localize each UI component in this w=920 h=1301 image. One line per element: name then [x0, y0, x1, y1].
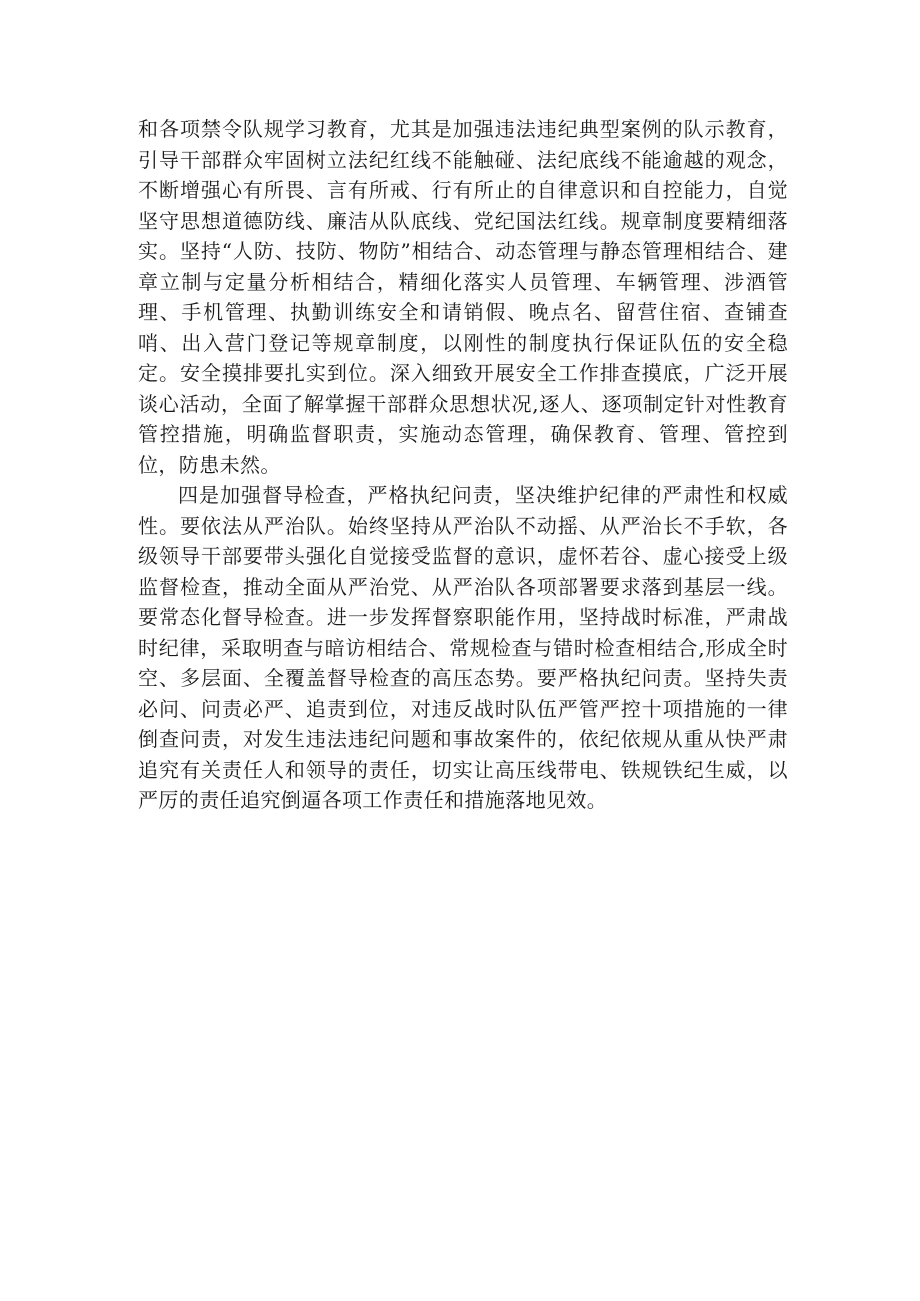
paragraph-continuation: 和各项禁令队规学习教育，尤其是加强违法违纪典型案例的队示教育，引导干部群众牢固树立法纪红线不能触碰、法纪底线不能逾越的观念，不断增强心有所畏、言有所戒、行有所止的自律意识和自控能力，自觉坚守思想道德防线、廉洁从队底线、党纪国法红线。规章制度要精细落实。坚持“人防、技防、物防”相结合、动态管理与静态管理相结合、建章立制与定量分析相结合，精细化落实人员管理、车辆管理、涉酒管理、手机管理、执勤训练安全和请销假、晚点名、留营住宿、查铺查哨、出入营门登记等规章制度，以刚性的制度执行保证队伍的安全稳定。安全摸排要扎实到位。深入细致开展安全工作排查摸底，广泛开展谈心活动，全面了解掌握干部群众思想状况,逐人、逐项制定针对性教育管控措施，明确监督职责，实施动态管理，确保教育、管理、管控到位，防患未然。: [138, 117, 788, 477]
paragraph-section-four: 四是加强督导检查，严格执纪问责，坚决维护纪律的严肃性和权威性。要依法从严治队。始终坚持从严治队不动摇、从严治长不手软，各级领导干部要带头强化自觉接受监督的意识，虚怀若谷、虚心接受上级监督检查，推动全面从严治党、从严治队各项部署要求落到基层一线。要常态化督导检查。进一步发挥督察职能作用，坚持战时标准，严肃战时纪律，采取明查与暗访相结合、常规检查与错时检查相结合,形成全时空、多层面、全覆盖督导检查的高压态势。要严格执纪问责。坚持失责必问、问责必严、追责到位，对违反战时队伍严管严控十项措施的一律倒查问责，对发生违法违纪问题和事故案件的，依纪依规从重从快严肃追究有关责任人和领导的责任，切实让高压线带电、铁规铁纪生威，以严厉的责任追究倒逼各项工作责任和措施落地见效。: [138, 483, 788, 812]
document-body: [138, 114, 788, 816]
